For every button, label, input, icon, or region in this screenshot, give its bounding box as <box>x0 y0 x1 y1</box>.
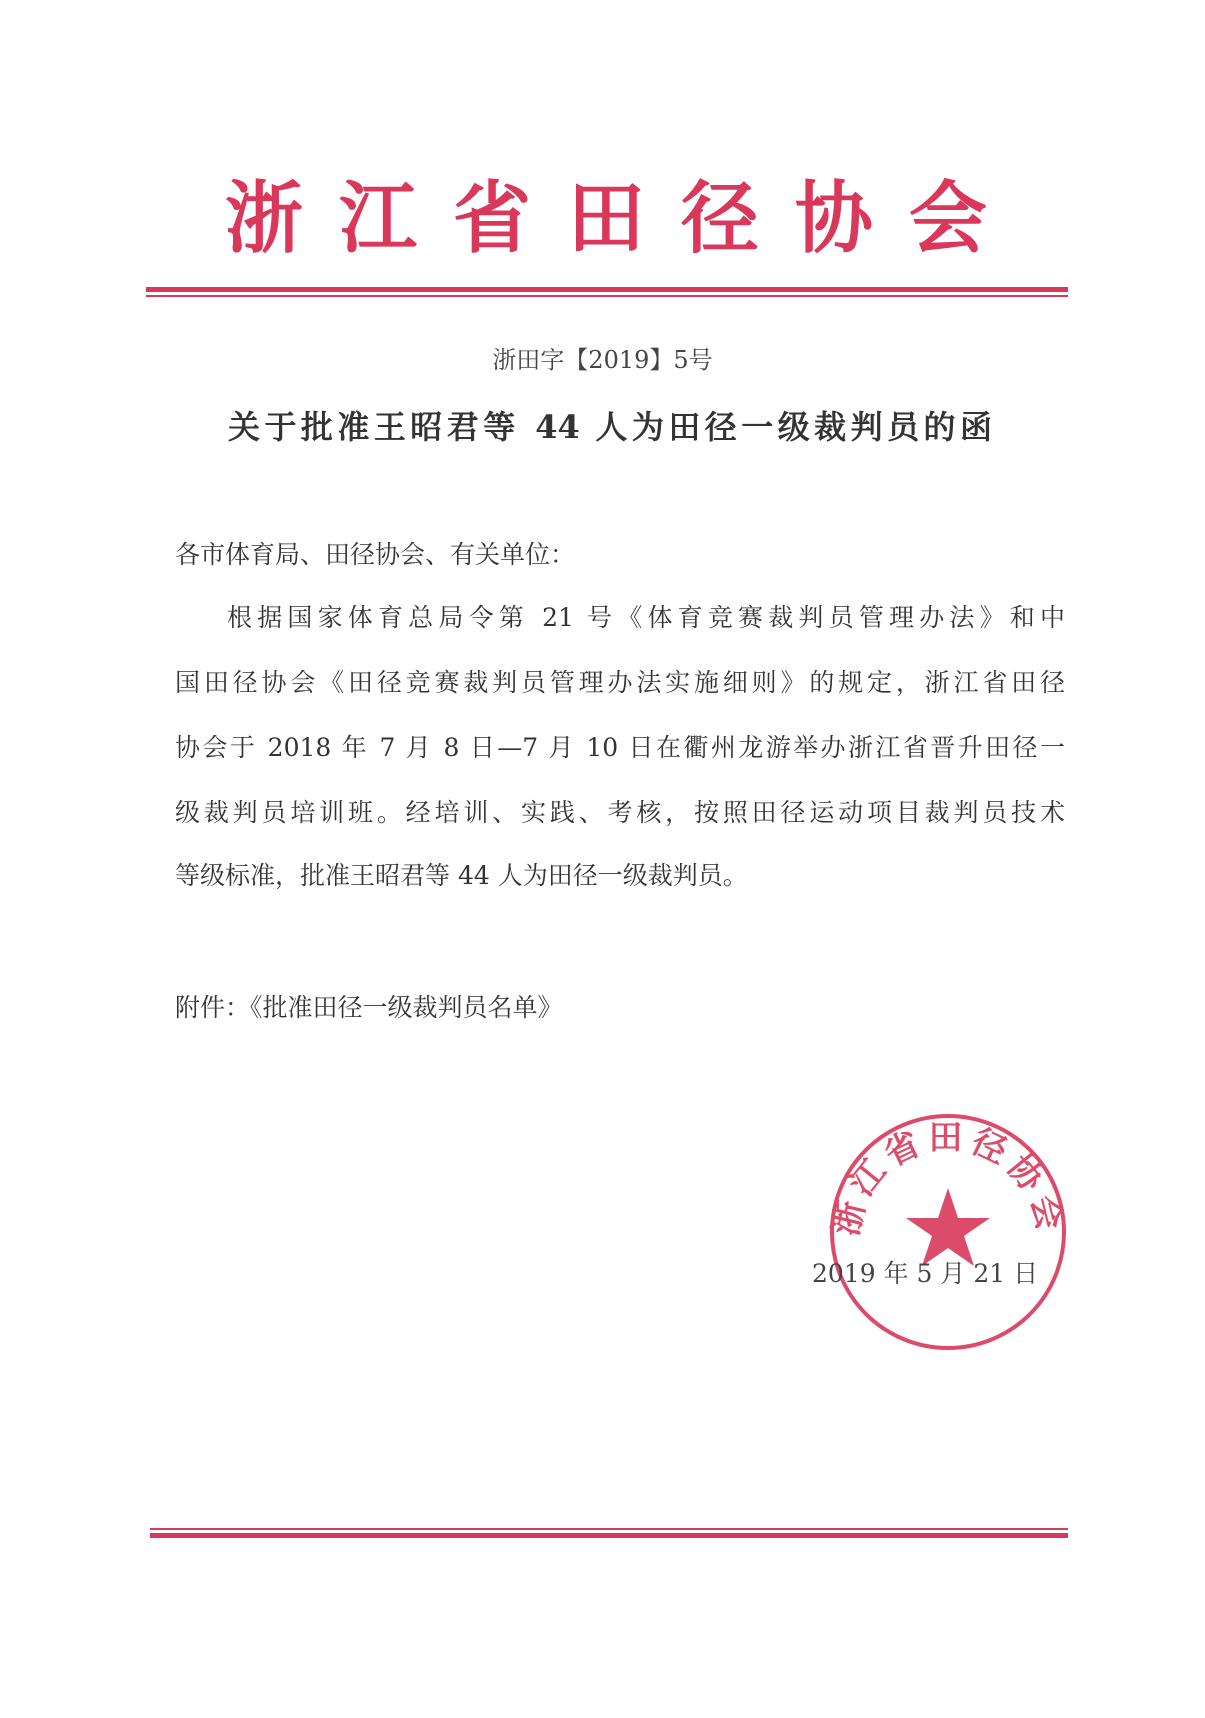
body-line: 协会于 2018 年 7 月 8 日—7 月 10 日在衢州龙游举办浙江省晋升田径一 <box>175 733 1065 762</box>
body-line: 国田径协会《田径竞赛裁判员管理办法实施细则》的规定，浙江省田径 <box>175 668 1065 697</box>
seal-lettering: 浙江省田径协会 <box>826 1118 1070 1240</box>
letterhead-char: 田 <box>566 174 645 264</box>
letterhead-char: 会 <box>908 174 987 264</box>
attachment-note: 附件：《批准田径一级裁判员名单》 <box>175 993 563 1022</box>
letterhead-char: 浙 <box>225 174 304 264</box>
body-line: 根据国家体育总局令第 21 号《体育竞赛裁判员管理办法》和中 <box>227 603 1065 632</box>
official-seal <box>826 1110 1070 1354</box>
footer-rule-thick <box>150 1533 1068 1538</box>
salutation: 各市体育局、田径协会、有关单位： <box>175 540 576 569</box>
letterhead-title <box>225 176 987 262</box>
body-line: 级裁判员培训班。经培训、实践、考核，按照田径运动项目裁判员技术 <box>175 798 1065 827</box>
document-title: 关于批准王昭君等 44 人为田径一级裁判员的函 <box>228 408 992 446</box>
header-rule-thin <box>146 295 1068 297</box>
footer-rule-thin <box>150 1528 1068 1530</box>
letterhead-char: 省 <box>452 174 531 264</box>
body-line: 等级标准，批准王昭君等 44 人为田径一级裁判员。 <box>175 861 748 890</box>
document-number: 浙田字【2019】5号 <box>492 346 713 374</box>
issue-date: 2019 年 5 月 21 日 <box>812 1259 1039 1288</box>
letterhead-char: 协 <box>794 174 873 264</box>
letterhead-char: 径 <box>680 174 759 264</box>
header-rule-thick <box>146 287 1068 292</box>
letterhead-char: 江 <box>338 174 417 264</box>
